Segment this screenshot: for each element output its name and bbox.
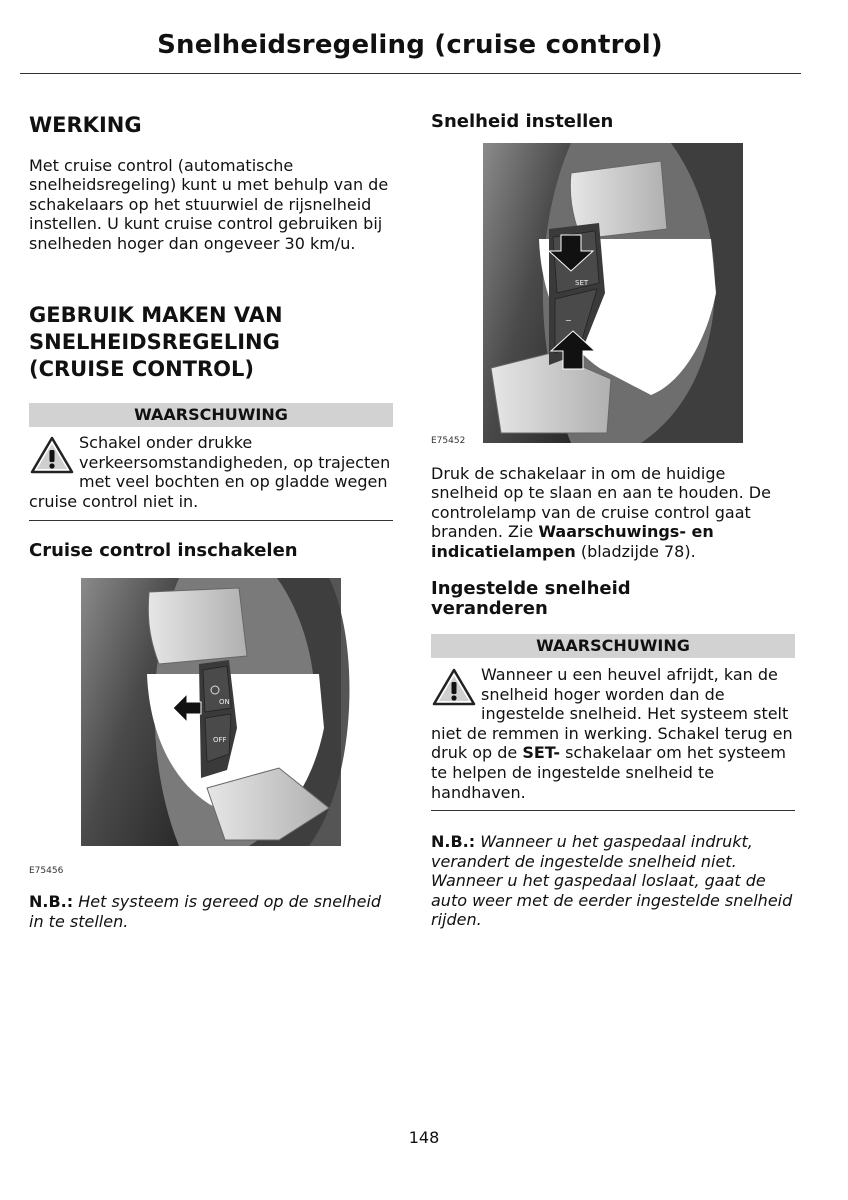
instellen-text-part-1: Druk de schakelaar in om de huidige snelheid op te slaan en aan te houden. De controlelamp van de cruise control gaat branden. Zie (431, 464, 771, 542)
werking-heading: WERKING (29, 113, 142, 137)
warning-divider (431, 810, 795, 811)
warning-set-label: SET- (522, 743, 560, 763)
warning-text: Schakel onder drukke verkeersomstandigheden, op trajecten met veel bochten en op gladde wegen cruise control niet in. (29, 433, 391, 511)
steering-wheel-on-figure (29, 578, 393, 878)
figure-code: E75456 (29, 866, 64, 876)
note-label: N.B.: (431, 832, 476, 851)
note-text: Wanneer u het gaspedaal indrukt, verandert de ingestelde snelheid niet. Wanneer u het gaspedaal loslaat, gaat de auto weer met de eerder ingestelde snelheid rijden. (431, 832, 793, 930)
note-label: N.B.: (29, 892, 74, 911)
warning-text-part-2: schakelaar om het systeem te helpen de ingestelde snelheid te handhaven. (431, 743, 786, 802)
set-button-label: SET (575, 279, 589, 287)
instellen-reference: Waarschuwings- en indicatielampen (431, 522, 714, 561)
warning-triangle-icon (431, 667, 477, 707)
inschakelen-heading: Cruise control inschakelen (29, 540, 298, 561)
on-button-label: ON (219, 698, 230, 706)
veranderen-heading-line-1: Ingestelde snelheid (431, 578, 631, 599)
note (29, 892, 393, 931)
title-divider (20, 73, 801, 74)
warning-header: WAARSCHUWING (431, 634, 795, 658)
off-button-label: OFF (213, 736, 227, 744)
warning-box (431, 665, 795, 802)
gebruik-heading-line-2: SNELHEIDSREGELING (29, 330, 280, 354)
instellen-text-part-2: (bladzijde 78). (575, 541, 696, 561)
warning-text-part-1: Wanneer u een heuvel afrijdt, kan de snelheid hoger worden dan de ingestelde snelheid. Het systeem stelt niet de remmen in werking. Schakel terug en druk op de (431, 665, 793, 763)
warning-header: WAARSCHUWING (29, 403, 393, 427)
steering-wheel-set-figure (431, 143, 795, 443)
note-text: Het systeem is gereed op de snelheid in te stellen. (29, 892, 382, 931)
gebruik-heading-line-1: GEBRUIK MAKEN VAN (29, 303, 283, 327)
page-number: 148 (408, 1128, 440, 1147)
instellen-text (431, 464, 795, 561)
minus-glyph: − (565, 316, 572, 325)
warning-triangle-icon (29, 435, 75, 475)
warning-divider (29, 520, 393, 521)
warning-box (29, 433, 393, 511)
gebruik-heading (29, 302, 283, 383)
veranderen-heading (431, 579, 631, 619)
instellen-heading: Snelheid instellen (431, 111, 614, 132)
warning-text (431, 665, 795, 802)
note (431, 832, 795, 930)
veranderen-heading-line-2: veranderen (431, 598, 548, 619)
gebruik-heading-line-3: (CRUISE CONTROL) (29, 357, 254, 381)
page-title: Snelheidsregeling (cruise control) (157, 30, 663, 60)
werking-text: Met cruise control (automatische snelheidsregeling) kunt u met behulp van de schakelaars op het stuurwiel de rijsnelheid instellen. U kunt cruise control gebruiken bij snelheden hoger dan ongeveer 30 km/u. (29, 156, 389, 253)
figure-code: E75452 (431, 436, 466, 446)
